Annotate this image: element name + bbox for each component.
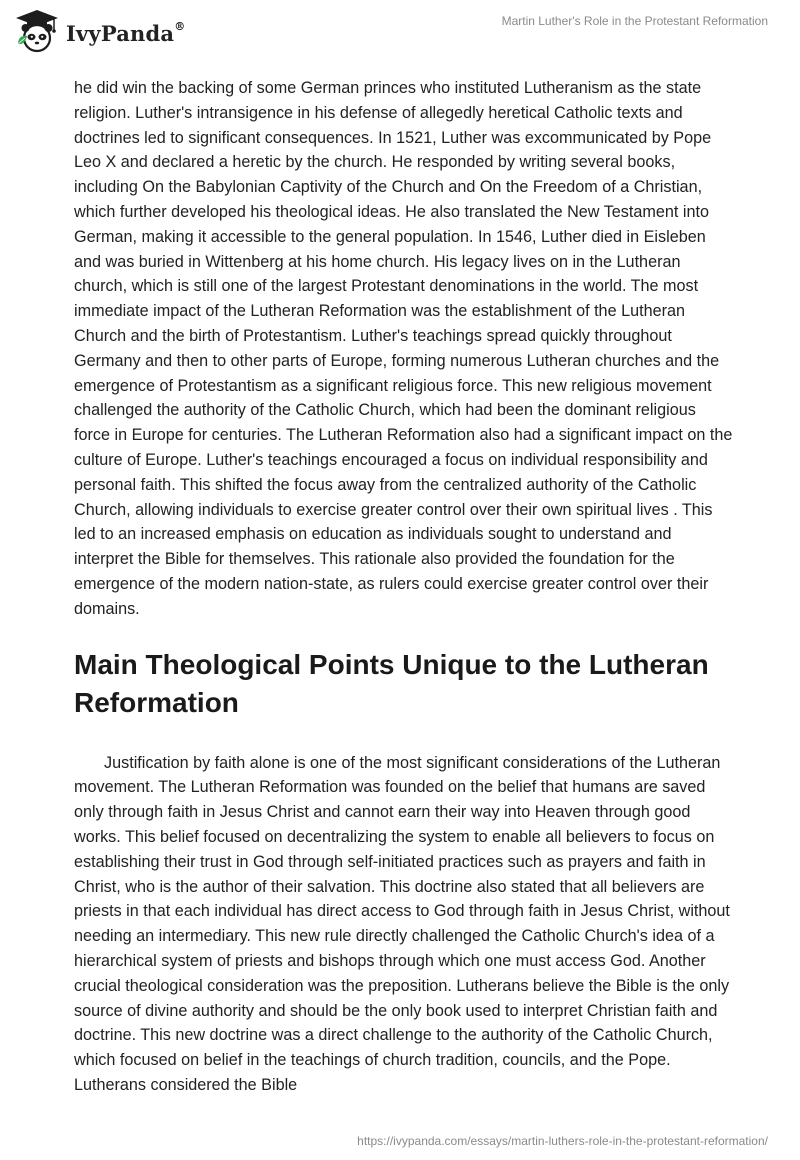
- page-header: [0, 0, 800, 60]
- section-heading: Main Theological Points Unique to the Lutheran Reformation: [74, 648, 709, 718]
- brand-name: [66, 21, 185, 46]
- spacer: [74, 722, 734, 751]
- brand-logo[interactable]: [14, 8, 185, 54]
- document-title: Martin Luther's Role in the Protestant Reformation: [501, 14, 768, 28]
- brand-wordmark: IvyPanda: [66, 20, 175, 46]
- registered-mark: ®: [174, 19, 186, 33]
- source-url[interactable]: https://ivypanda.com/essays/martin-luthers-role-in-the-protestant-reformation/: [357, 1134, 768, 1148]
- essay-body: [74, 76, 734, 1098]
- panda-graduate-logo-icon: [14, 8, 60, 54]
- body-paragraph: he did win the backing of some German princes who instituted Lutheranism as the state religion. Luther's intransigence in his defense of allegedly heretical Catholic texts and doctrines led to significant consequences. In 1521, Luther was excommunicated by Pope Leo X and declared a heretic by the church. He responded by writing several books, including On the Babylonian Captivity of the Church and On the Freedom of a Christian, which further developed his theological ideas. He also translated the New Testament into German, making it accessible to the general population. In 1546, Luther died in Eisleben and was buried in Wittenberg at his home church. His legacy lives on in the Lutheran church, which is still one of the largest Protestant denominations in the world. The most immediate impact of the Lutheran Reformation was the establishment of the Lutheran Church and the birth of Protestantism. Luther's teachings spread quickly throughout Germany and then to other parts of Europe, forming numerous Lutheran churches and the emergence of Protestantism as a significant religious force. This new religious movement challenged the authority of the Catholic Church, which had been the dominant religious force in Europe for centuries. The Lutheran Reformation also had a significant impact on the culture of Europe. Luther's teachings encouraged a focus on individual responsibility and personal faith. This shifted the focus away from the centralized authority of the Catholic Church, allowing individuals to exercise greater control over their own spiritual lives . This led to an increased emphasis on education as individuals sought to understand and interpret the Bible for themselves. This rationale also provided the foundation for the emergence of the modern nation-state, as rulers could exercise greater control over their domains.: [74, 79, 733, 618]
- body-paragraph: Justification by faith alone is one of the most significant considerations of the Lutheran movement. The Lutheran Reformation was founded on the belief that humans are saved only through faith in Jesus Christ and cannot earn their way into Heaven through good works. This belief focused on decentralizing the system to enable all believers to focus on establishing their trust in God through self-initiated practices such as prayers and faith in Christ, who is the author of their salvation. This doctrine also stated that all believers are priests in that each individual has direct access to God through faith in Jesus Christ, without needing an intermediary. This new rule directly challenged the Catholic Church's idea of a hierarchical system of priests and bishops through which one must access God. Another crucial theological consideration was the preposition. Lutherans believe the Bible is the only source of divine authority and should be the only book used to interpret Christian faith and doctrine. This new doctrine was a direct challenge to the authority of the Catholic Church, which focused on belief in the teachings of church tradition, councils, and the Pope. Lutherans considered the Bible: [74, 753, 730, 1094]
